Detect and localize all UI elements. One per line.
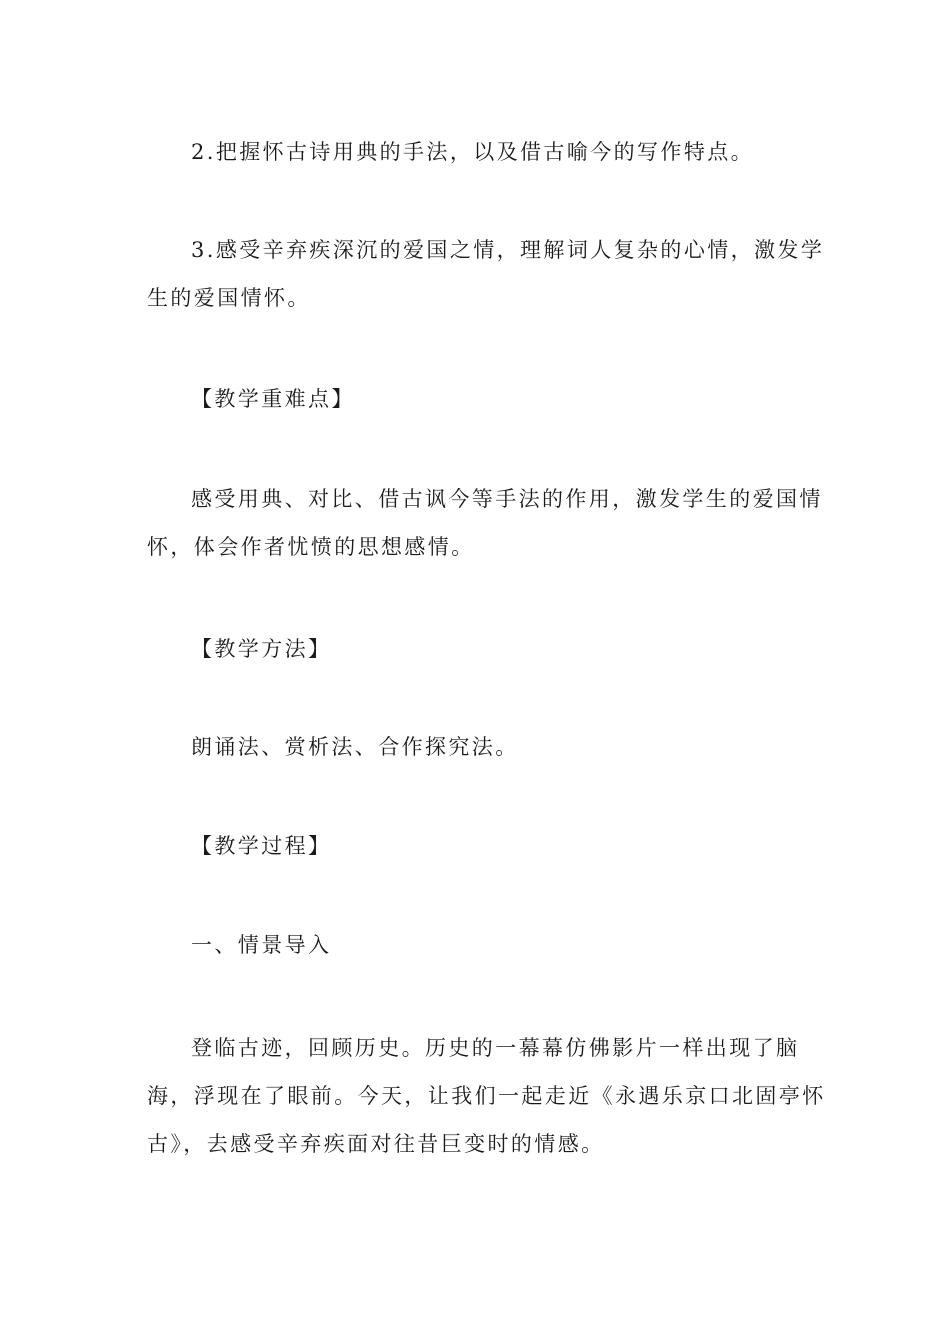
objective-item-3: [147, 226, 825, 322]
key-points-paragraph: [147, 475, 823, 571]
process-step-1-title: [147, 921, 807, 969]
process-heading: [147, 822, 807, 870]
key-points-heading-text: 【教学重难点】: [191, 387, 355, 411]
methods-text: 朗诵法、赏析法、合作探究法。: [191, 735, 519, 759]
objective-item-3-line-1: 3.感受辛弃疾深沉的爱国之情，理解词人复杂的心情，激发学: [191, 238, 825, 262]
process-step-1-line-1: 登临古迹，回顾历史。历史的一幕幕仿佛影片一样出现了脑: [191, 1036, 800, 1060]
process-step-1-line-3: 古》，去感受辛弃疾面对往昔巨变时的情感。: [147, 1132, 605, 1156]
methods-heading: [147, 625, 807, 673]
objective-item-3-line-2: 生的爱国情怀。: [147, 286, 311, 310]
methods-paragraph: [147, 723, 807, 771]
objective-item-2-text: 2.把握怀古诗用典的手法，以及借古喻今的写作特点。: [191, 140, 755, 164]
methods-heading-text: 【教学方法】: [191, 637, 332, 661]
key-points-line-2: 怀，体会作者忧愤的思想感情。: [147, 535, 475, 559]
key-points-heading: [147, 375, 807, 423]
process-step-1-title-text: 一、情景导入: [191, 933, 332, 957]
process-heading-text: 【教学过程】: [191, 834, 332, 858]
process-step-1-paragraph: [147, 1024, 826, 1168]
objective-item-2: [147, 128, 807, 176]
process-step-1-line-2: 海，浮现在了眼前。今天，让我们一起走近《永遇乐京口北固亭怀: [147, 1084, 826, 1108]
key-points-line-1: 感受用典、对比、借古讽今等手法的作用，激发学生的爱国情: [191, 487, 823, 511]
